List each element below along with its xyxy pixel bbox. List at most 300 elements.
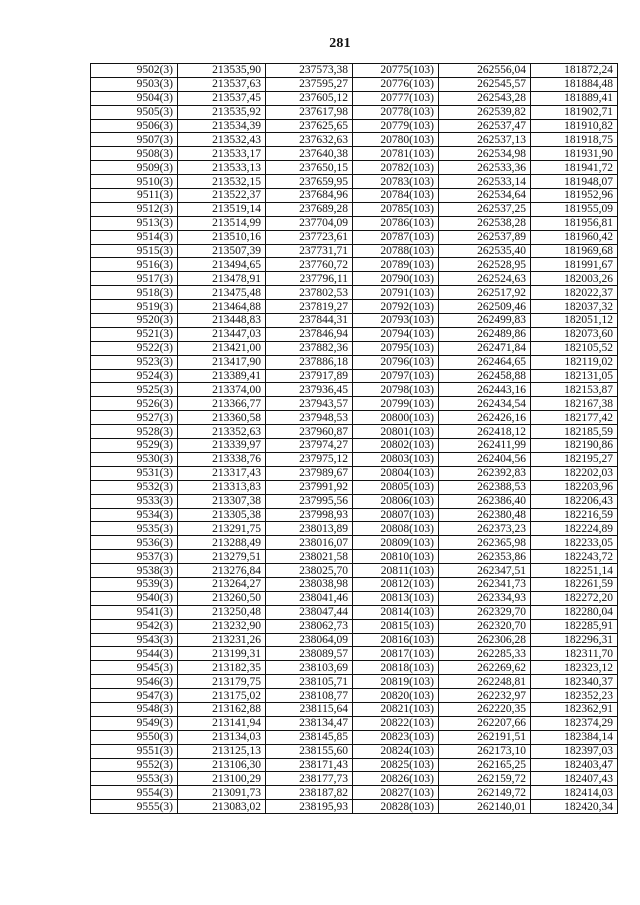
- point-id-b-cell: 20810(103): [353, 550, 439, 564]
- table-row: [91, 619, 618, 633]
- point-id-a-cell: 9522(3): [91, 341, 178, 355]
- point-id-b-cell: 20782(103): [353, 161, 439, 175]
- x-coordinate-a-cell: 213338,76: [178, 452, 266, 466]
- point-id-b-cell: 20802(103): [353, 439, 439, 453]
- x-coordinate-b-cell: 262411,99: [439, 439, 531, 453]
- table-row: [91, 800, 618, 814]
- point-id-a-cell: 9537(3): [91, 550, 178, 564]
- y-coordinate-b-cell: 181955,09: [531, 202, 618, 216]
- y-coordinate-b-cell: 182285,91: [531, 619, 618, 633]
- y-coordinate-b-cell: 181960,42: [531, 230, 618, 244]
- point-id-b-cell: 20816(103): [353, 633, 439, 647]
- x-coordinate-a-cell: 213182,35: [178, 661, 266, 675]
- table-row: [91, 675, 618, 689]
- x-coordinate-b-cell: 262392,83: [439, 466, 531, 480]
- point-id-b-cell: 20794(103): [353, 327, 439, 341]
- point-id-b-cell: 20779(103): [353, 119, 439, 133]
- y-coordinate-b-cell: 182216,59: [531, 508, 618, 522]
- y-coordinate-a-cell: 237595,27: [266, 77, 353, 91]
- x-coordinate-a-cell: 213232,90: [178, 619, 266, 633]
- y-coordinate-a-cell: 238115,64: [266, 702, 353, 716]
- y-coordinate-b-cell: 181872,24: [531, 64, 618, 78]
- x-coordinate-a-cell: 213175,02: [178, 689, 266, 703]
- x-coordinate-a-cell: 213339,97: [178, 439, 266, 453]
- y-coordinate-a-cell: 238038,98: [266, 577, 353, 591]
- point-id-b-cell: 20813(103): [353, 591, 439, 605]
- y-coordinate-b-cell: 182420,34: [531, 800, 618, 814]
- x-coordinate-a-cell: 213264,27: [178, 577, 266, 591]
- point-id-a-cell: 9545(3): [91, 661, 178, 675]
- table-row: [91, 550, 618, 564]
- y-coordinate-b-cell: 182051,12: [531, 314, 618, 328]
- y-coordinate-a-cell: 237802,53: [266, 286, 353, 300]
- x-coordinate-b-cell: 262173,10: [439, 744, 531, 758]
- point-id-b-cell: 20775(103): [353, 64, 439, 78]
- table-row: [91, 327, 618, 341]
- point-id-a-cell: 9503(3): [91, 77, 178, 91]
- table-row: [91, 633, 618, 647]
- y-coordinate-a-cell: 237960,87: [266, 425, 353, 439]
- y-coordinate-b-cell: 182195,27: [531, 452, 618, 466]
- table-row: [91, 564, 618, 578]
- y-coordinate-b-cell: 181931,90: [531, 147, 618, 161]
- y-coordinate-b-cell: 182073,60: [531, 327, 618, 341]
- y-coordinate-a-cell: 238171,43: [266, 758, 353, 772]
- y-coordinate-a-cell: 237650,15: [266, 161, 353, 175]
- x-coordinate-a-cell: 213537,45: [178, 91, 266, 105]
- y-coordinate-b-cell: 182177,42: [531, 411, 618, 425]
- x-coordinate-b-cell: 262543,28: [439, 91, 531, 105]
- table-row: [91, 397, 618, 411]
- x-coordinate-b-cell: 262426,16: [439, 411, 531, 425]
- y-coordinate-b-cell: 181941,72: [531, 161, 618, 175]
- point-id-a-cell: 9528(3): [91, 425, 178, 439]
- point-id-b-cell: 20783(103): [353, 175, 439, 189]
- y-coordinate-a-cell: 237819,27: [266, 300, 353, 314]
- table-row: [91, 536, 618, 550]
- x-coordinate-a-cell: 213514,99: [178, 216, 266, 230]
- x-coordinate-b-cell: 262471,84: [439, 341, 531, 355]
- y-coordinate-b-cell: 182203,96: [531, 480, 618, 494]
- y-coordinate-b-cell: 182296,31: [531, 633, 618, 647]
- y-coordinate-b-cell: 182384,14: [531, 730, 618, 744]
- table-row: [91, 716, 618, 730]
- y-coordinate-a-cell: 238021,58: [266, 550, 353, 564]
- point-id-a-cell: 9536(3): [91, 536, 178, 550]
- table-row: [91, 480, 618, 494]
- point-id-a-cell: 9544(3): [91, 647, 178, 661]
- x-coordinate-b-cell: 262499,83: [439, 314, 531, 328]
- y-coordinate-a-cell: 237882,36: [266, 341, 353, 355]
- x-coordinate-b-cell: 262535,40: [439, 244, 531, 258]
- x-coordinate-b-cell: 262537,47: [439, 119, 531, 133]
- point-id-a-cell: 9513(3): [91, 216, 178, 230]
- point-id-b-cell: 20819(103): [353, 675, 439, 689]
- y-coordinate-b-cell: 182407,43: [531, 772, 618, 786]
- x-coordinate-a-cell: 213134,03: [178, 730, 266, 744]
- x-coordinate-b-cell: 262159,72: [439, 772, 531, 786]
- x-coordinate-b-cell: 262524,63: [439, 272, 531, 286]
- point-id-a-cell: 9527(3): [91, 411, 178, 425]
- point-id-a-cell: 9517(3): [91, 272, 178, 286]
- x-coordinate-b-cell: 262537,13: [439, 133, 531, 147]
- y-coordinate-b-cell: 181910,82: [531, 119, 618, 133]
- y-coordinate-a-cell: 238108,77: [266, 689, 353, 703]
- point-id-a-cell: 9541(3): [91, 605, 178, 619]
- y-coordinate-a-cell: 238155,60: [266, 744, 353, 758]
- y-coordinate-a-cell: 237943,57: [266, 397, 353, 411]
- y-coordinate-a-cell: 237684,96: [266, 189, 353, 203]
- table-row: [91, 119, 618, 133]
- point-id-b-cell: 20788(103): [353, 244, 439, 258]
- x-coordinate-b-cell: 262509,46: [439, 300, 531, 314]
- y-coordinate-a-cell: 237796,11: [266, 272, 353, 286]
- point-id-b-cell: 20776(103): [353, 77, 439, 91]
- y-coordinate-a-cell: 237573,38: [266, 64, 353, 78]
- point-id-b-cell: 20826(103): [353, 772, 439, 786]
- y-coordinate-a-cell: 238187,82: [266, 786, 353, 800]
- point-id-b-cell: 20818(103): [353, 661, 439, 675]
- table-row: [91, 64, 618, 78]
- table-row: [91, 286, 618, 300]
- table-row: [91, 744, 618, 758]
- point-id-a-cell: 9514(3): [91, 230, 178, 244]
- table-row: [91, 300, 618, 314]
- point-id-b-cell: 20807(103): [353, 508, 439, 522]
- x-coordinate-a-cell: 213417,90: [178, 355, 266, 369]
- x-coordinate-b-cell: 262306,28: [439, 633, 531, 647]
- table-row: [91, 369, 618, 383]
- y-coordinate-b-cell: 182251,14: [531, 564, 618, 578]
- y-coordinate-a-cell: 238047,44: [266, 605, 353, 619]
- point-id-a-cell: 9516(3): [91, 258, 178, 272]
- x-coordinate-a-cell: 213464,88: [178, 300, 266, 314]
- y-coordinate-b-cell: 182202,03: [531, 466, 618, 480]
- table-row: [91, 452, 618, 466]
- y-coordinate-a-cell: 237989,67: [266, 466, 353, 480]
- point-id-b-cell: 20778(103): [353, 105, 439, 119]
- x-coordinate-b-cell: 262533,14: [439, 175, 531, 189]
- x-coordinate-b-cell: 262149,72: [439, 786, 531, 800]
- point-id-b-cell: 20827(103): [353, 786, 439, 800]
- point-id-b-cell: 20785(103): [353, 202, 439, 216]
- point-id-b-cell: 20795(103): [353, 341, 439, 355]
- y-coordinate-b-cell: 181956,81: [531, 216, 618, 230]
- y-coordinate-a-cell: 238062,73: [266, 619, 353, 633]
- table-row: [91, 647, 618, 661]
- table-row: [91, 77, 618, 91]
- point-id-b-cell: 20790(103): [353, 272, 439, 286]
- point-id-b-cell: 20797(103): [353, 369, 439, 383]
- point-id-a-cell: 9535(3): [91, 522, 178, 536]
- x-coordinate-b-cell: 262528,95: [439, 258, 531, 272]
- point-id-b-cell: 20828(103): [353, 800, 439, 814]
- point-id-a-cell: 9524(3): [91, 369, 178, 383]
- x-coordinate-b-cell: 262388,53: [439, 480, 531, 494]
- y-coordinate-a-cell: 237731,71: [266, 244, 353, 258]
- y-coordinate-b-cell: 181969,68: [531, 244, 618, 258]
- y-coordinate-b-cell: 182323,12: [531, 661, 618, 675]
- y-coordinate-a-cell: 237936,45: [266, 383, 353, 397]
- x-coordinate-b-cell: 262347,51: [439, 564, 531, 578]
- x-coordinate-b-cell: 262434,54: [439, 397, 531, 411]
- x-coordinate-b-cell: 262353,86: [439, 550, 531, 564]
- x-coordinate-a-cell: 213532,43: [178, 133, 266, 147]
- x-coordinate-a-cell: 213507,39: [178, 244, 266, 258]
- point-id-b-cell: 20821(103): [353, 702, 439, 716]
- point-id-b-cell: 20784(103): [353, 189, 439, 203]
- y-coordinate-a-cell: 238105,71: [266, 675, 353, 689]
- y-coordinate-b-cell: 182403,47: [531, 758, 618, 772]
- table-row: [91, 272, 618, 286]
- point-id-a-cell: 9508(3): [91, 147, 178, 161]
- x-coordinate-b-cell: 262373,23: [439, 522, 531, 536]
- x-coordinate-a-cell: 213447,03: [178, 327, 266, 341]
- y-coordinate-a-cell: 237991,92: [266, 480, 353, 494]
- y-coordinate-a-cell: 237760,72: [266, 258, 353, 272]
- y-coordinate-a-cell: 237617,98: [266, 105, 353, 119]
- y-coordinate-b-cell: 182190,86: [531, 439, 618, 453]
- point-id-b-cell: 20792(103): [353, 300, 439, 314]
- point-id-a-cell: 9532(3): [91, 480, 178, 494]
- table-row: [91, 425, 618, 439]
- x-coordinate-a-cell: 213352,63: [178, 425, 266, 439]
- table-row: [91, 161, 618, 175]
- x-coordinate-a-cell: 213106,30: [178, 758, 266, 772]
- point-id-b-cell: 20809(103): [353, 536, 439, 550]
- table-row: [91, 522, 618, 536]
- y-coordinate-a-cell: 237632,63: [266, 133, 353, 147]
- table-row: [91, 772, 618, 786]
- x-coordinate-b-cell: 262464,65: [439, 355, 531, 369]
- x-coordinate-b-cell: 262207,66: [439, 716, 531, 730]
- x-coordinate-b-cell: 262537,25: [439, 202, 531, 216]
- x-coordinate-b-cell: 262191,51: [439, 730, 531, 744]
- y-coordinate-a-cell: 238134,47: [266, 716, 353, 730]
- point-id-b-cell: 20789(103): [353, 258, 439, 272]
- y-coordinate-a-cell: 238013,89: [266, 522, 353, 536]
- point-id-a-cell: 9534(3): [91, 508, 178, 522]
- x-coordinate-a-cell: 213125,13: [178, 744, 266, 758]
- y-coordinate-b-cell: 182243,72: [531, 550, 618, 564]
- point-id-b-cell: 20815(103): [353, 619, 439, 633]
- y-coordinate-b-cell: 181918,75: [531, 133, 618, 147]
- x-coordinate-a-cell: 213475,48: [178, 286, 266, 300]
- x-coordinate-a-cell: 213317,43: [178, 466, 266, 480]
- x-coordinate-b-cell: 262539,82: [439, 105, 531, 119]
- point-id-a-cell: 9507(3): [91, 133, 178, 147]
- x-coordinate-b-cell: 262386,40: [439, 494, 531, 508]
- table-row: [91, 508, 618, 522]
- y-coordinate-a-cell: 237948,53: [266, 411, 353, 425]
- x-coordinate-a-cell: 213279,51: [178, 550, 266, 564]
- point-id-a-cell: 9511(3): [91, 189, 178, 203]
- point-id-a-cell: 9525(3): [91, 383, 178, 397]
- x-coordinate-a-cell: 213231,26: [178, 633, 266, 647]
- point-id-b-cell: 20805(103): [353, 480, 439, 494]
- x-coordinate-a-cell: 213519,14: [178, 202, 266, 216]
- table-row: [91, 91, 618, 105]
- x-coordinate-a-cell: 213179,75: [178, 675, 266, 689]
- y-coordinate-b-cell: 182224,89: [531, 522, 618, 536]
- x-coordinate-a-cell: 213083,02: [178, 800, 266, 814]
- x-coordinate-b-cell: 262140,01: [439, 800, 531, 814]
- table-row: [91, 439, 618, 453]
- point-id-b-cell: 20823(103): [353, 730, 439, 744]
- point-id-a-cell: 9549(3): [91, 716, 178, 730]
- point-id-b-cell: 20822(103): [353, 716, 439, 730]
- point-id-a-cell: 9542(3): [91, 619, 178, 633]
- x-coordinate-b-cell: 262232,97: [439, 689, 531, 703]
- x-coordinate-b-cell: 262220,35: [439, 702, 531, 716]
- y-coordinate-a-cell: 237846,94: [266, 327, 353, 341]
- x-coordinate-a-cell: 213313,83: [178, 480, 266, 494]
- point-id-b-cell: 20803(103): [353, 452, 439, 466]
- table-row: [91, 355, 618, 369]
- x-coordinate-a-cell: 213141,94: [178, 716, 266, 730]
- y-coordinate-a-cell: 238103,69: [266, 661, 353, 675]
- y-coordinate-a-cell: 237844,31: [266, 314, 353, 328]
- x-coordinate-a-cell: 213162,88: [178, 702, 266, 716]
- y-coordinate-b-cell: 181948,07: [531, 175, 618, 189]
- point-id-b-cell: 20786(103): [353, 216, 439, 230]
- point-id-a-cell: 9512(3): [91, 202, 178, 216]
- y-coordinate-a-cell: 237974,27: [266, 439, 353, 453]
- y-coordinate-b-cell: 182185,59: [531, 425, 618, 439]
- point-id-a-cell: 9505(3): [91, 105, 178, 119]
- x-coordinate-a-cell: 213535,92: [178, 105, 266, 119]
- x-coordinate-b-cell: 262418,12: [439, 425, 531, 439]
- point-id-b-cell: 20796(103): [353, 355, 439, 369]
- coordinate-table: [90, 63, 618, 814]
- y-coordinate-a-cell: 237998,93: [266, 508, 353, 522]
- y-coordinate-a-cell: 237995,56: [266, 494, 353, 508]
- x-coordinate-a-cell: 213510,16: [178, 230, 266, 244]
- table-row: [91, 689, 618, 703]
- point-id-a-cell: 9555(3): [91, 800, 178, 814]
- x-coordinate-a-cell: 213535,90: [178, 64, 266, 78]
- y-coordinate-b-cell: 182022,37: [531, 286, 618, 300]
- x-coordinate-a-cell: 213478,91: [178, 272, 266, 286]
- x-coordinate-a-cell: 213305,38: [178, 508, 266, 522]
- y-coordinate-b-cell: 182167,38: [531, 397, 618, 411]
- y-coordinate-b-cell: 182272,20: [531, 591, 618, 605]
- point-id-b-cell: 20800(103): [353, 411, 439, 425]
- table-row: [91, 230, 618, 244]
- point-id-b-cell: 20777(103): [353, 91, 439, 105]
- x-coordinate-b-cell: 262443,16: [439, 383, 531, 397]
- page-number: 281: [329, 36, 351, 51]
- x-coordinate-b-cell: 262458,88: [439, 369, 531, 383]
- x-coordinate-b-cell: 262534,98: [439, 147, 531, 161]
- x-coordinate-b-cell: 262537,89: [439, 230, 531, 244]
- x-coordinate-b-cell: 262329,70: [439, 605, 531, 619]
- y-coordinate-b-cell: 182206,43: [531, 494, 618, 508]
- table-row: [91, 175, 618, 189]
- point-id-a-cell: 9552(3): [91, 758, 178, 772]
- point-id-a-cell: 9553(3): [91, 772, 178, 786]
- point-id-b-cell: 20808(103): [353, 522, 439, 536]
- table-row: [91, 133, 618, 147]
- y-coordinate-b-cell: 182280,04: [531, 605, 618, 619]
- x-coordinate-b-cell: 262545,57: [439, 77, 531, 91]
- x-coordinate-a-cell: 213533,17: [178, 147, 266, 161]
- table-row: [91, 591, 618, 605]
- x-coordinate-a-cell: 213291,75: [178, 522, 266, 536]
- y-coordinate-b-cell: 182362,91: [531, 702, 618, 716]
- point-id-a-cell: 9551(3): [91, 744, 178, 758]
- x-coordinate-a-cell: 213307,38: [178, 494, 266, 508]
- y-coordinate-a-cell: 238041,46: [266, 591, 353, 605]
- table-row: [91, 244, 618, 258]
- y-coordinate-a-cell: 238145,85: [266, 730, 353, 744]
- point-id-a-cell: 9546(3): [91, 675, 178, 689]
- x-coordinate-a-cell: 213091,73: [178, 786, 266, 800]
- table-row: [91, 341, 618, 355]
- point-id-a-cell: 9520(3): [91, 314, 178, 328]
- table-row: [91, 730, 618, 744]
- point-id-b-cell: 20801(103): [353, 425, 439, 439]
- y-coordinate-a-cell: 237605,12: [266, 91, 353, 105]
- x-coordinate-a-cell: 213494,65: [178, 258, 266, 272]
- x-coordinate-a-cell: 213199,31: [178, 647, 266, 661]
- table-row: [91, 258, 618, 272]
- point-id-a-cell: 9506(3): [91, 119, 178, 133]
- y-coordinate-b-cell: 182397,03: [531, 744, 618, 758]
- point-id-a-cell: 9518(3): [91, 286, 178, 300]
- x-coordinate-b-cell: 262533,36: [439, 161, 531, 175]
- x-coordinate-a-cell: 213360,58: [178, 411, 266, 425]
- x-coordinate-a-cell: 213250,48: [178, 605, 266, 619]
- point-id-a-cell: 9502(3): [91, 64, 178, 78]
- x-coordinate-a-cell: 213276,84: [178, 564, 266, 578]
- point-id-a-cell: 9539(3): [91, 577, 178, 591]
- table-row: [91, 202, 618, 216]
- x-coordinate-b-cell: 262538,28: [439, 216, 531, 230]
- point-id-a-cell: 9515(3): [91, 244, 178, 258]
- x-coordinate-a-cell: 213537,63: [178, 77, 266, 91]
- point-id-b-cell: 20780(103): [353, 133, 439, 147]
- y-coordinate-a-cell: 237886,18: [266, 355, 353, 369]
- y-coordinate-a-cell: 237659,95: [266, 175, 353, 189]
- point-id-b-cell: 20804(103): [353, 466, 439, 480]
- point-id-a-cell: 9504(3): [91, 91, 178, 105]
- x-coordinate-b-cell: 262404,56: [439, 452, 531, 466]
- y-coordinate-a-cell: 238195,93: [266, 800, 353, 814]
- table-row: [91, 605, 618, 619]
- point-id-a-cell: 9550(3): [91, 730, 178, 744]
- point-id-a-cell: 9530(3): [91, 452, 178, 466]
- point-id-b-cell: 20793(103): [353, 314, 439, 328]
- y-coordinate-b-cell: 182119,02: [531, 355, 618, 369]
- point-id-b-cell: 20791(103): [353, 286, 439, 300]
- x-coordinate-b-cell: 262341,73: [439, 577, 531, 591]
- point-id-b-cell: 20814(103): [353, 605, 439, 619]
- point-id-a-cell: 9521(3): [91, 327, 178, 341]
- y-coordinate-b-cell: 182374,29: [531, 716, 618, 730]
- point-id-b-cell: 20798(103): [353, 383, 439, 397]
- point-id-a-cell: 9510(3): [91, 175, 178, 189]
- y-coordinate-b-cell: 182233,05: [531, 536, 618, 550]
- point-id-a-cell: 9547(3): [91, 689, 178, 703]
- y-coordinate-b-cell: 181952,96: [531, 189, 618, 203]
- table-row: [91, 189, 618, 203]
- point-id-b-cell: 20817(103): [353, 647, 439, 661]
- y-coordinate-b-cell: 181991,67: [531, 258, 618, 272]
- point-id-b-cell: 20781(103): [353, 147, 439, 161]
- point-id-b-cell: 20799(103): [353, 397, 439, 411]
- point-id-a-cell: 9533(3): [91, 494, 178, 508]
